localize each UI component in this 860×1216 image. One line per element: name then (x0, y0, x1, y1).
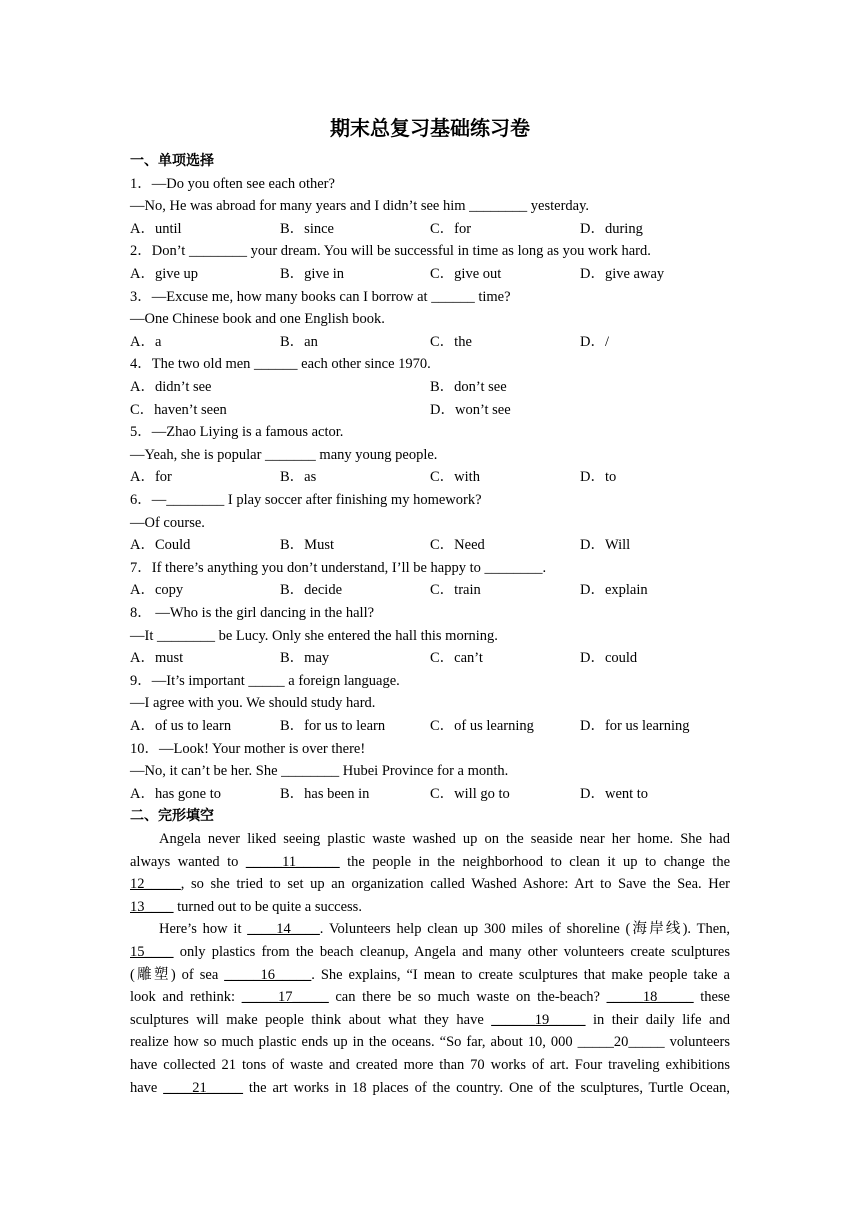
option: D．/ (580, 333, 609, 350)
blank[interactable]: ____21_____ (163, 1079, 243, 1096)
paragraph-line (130, 986, 730, 1009)
option: C．give out (430, 266, 502, 282)
option: B．since (280, 220, 334, 237)
question-text: 6．—________ I play soccer after finishing my homework? (130, 492, 482, 508)
option: C．of us learning (430, 718, 534, 734)
option: A．didn’t see (130, 379, 212, 395)
question-text: —No, it can’t be her. She ________ Hubei Province for a month. (130, 763, 509, 780)
blank[interactable]: _____11______ (245, 853, 340, 870)
paragraph-line (130, 873, 730, 896)
option: D．Will (580, 537, 631, 554)
text-segment: sculptures will make people think about what they have (130, 1011, 492, 1028)
cloze-paragraph-2 (130, 918, 730, 1099)
paragraph-line (130, 851, 730, 874)
paragraph-line: Angela never liked seeing plastic waste washed up on the seaside near her home. She had (159, 831, 730, 847)
cloze-paragraph-1 (130, 828, 730, 918)
text-segment: turned out to be quite a success. (173, 898, 362, 915)
text-segment: , so she tried to set up an organization called Washed Ashore: Art to Save the Sea. Her (180, 876, 730, 893)
question-text: 7．If there’s anything you don’t understand, I’ll be happy to ________. (130, 559, 547, 576)
question-text: 10．—Look! Your mother is over there! (130, 740, 366, 757)
option: B．decide (280, 582, 343, 599)
option: B．may (280, 650, 330, 667)
section-heading-cloze: 二、完形填空 (130, 808, 214, 825)
text-segment: in their daily life and (585, 1011, 730, 1028)
option: B．an (280, 333, 318, 350)
option: C．the (430, 333, 472, 350)
option: A．give up (130, 266, 199, 282)
blank[interactable]: _____16_____ (224, 966, 312, 983)
blank[interactable]: 12_____ (130, 876, 181, 893)
option: B．as (280, 469, 317, 486)
paragraph-line: realize how so much plastic ends up in the oceans. “So far, about 10, 000 _____20_____ volunteers (130, 1034, 730, 1051)
paragraph-line: have collected 21 tons of waste and created more than 70 works of art. Four traveling exhibitions (130, 1056, 730, 1073)
text-segment: these (693, 989, 730, 1006)
question-text: —No, He was abroad for many years and I didn’t see him ________ yesterday. (130, 198, 590, 215)
text-segment: the people in the neighborhood to clean it up to change the (339, 853, 731, 870)
option: D．give away (580, 266, 665, 282)
question-text: 3．—Excuse me, how many books can I borrow at ______ time? (130, 288, 511, 305)
blank[interactable]: ______19_____ (491, 1011, 586, 1028)
option: B．for us to learn (280, 718, 386, 734)
text-segment: Here’s how it (159, 921, 248, 938)
question-text: 1．—Do you often see each other? (130, 175, 335, 192)
question-text: —Yeah, she is popular _______ many young people. (130, 446, 438, 463)
option: A．must (130, 650, 184, 667)
blank[interactable]: 15____ (130, 943, 174, 960)
text-segment: (雕塑) of sea (130, 966, 225, 983)
option: C．haven’t seen (130, 401, 227, 418)
paragraph-line (130, 1077, 730, 1100)
paragraph-line (130, 1009, 730, 1032)
paragraph-line (130, 918, 730, 941)
page-title: 期末总复习基础练习卷 (330, 116, 530, 140)
option: A．a (130, 333, 162, 350)
option: A．has gone to (130, 785, 222, 802)
question-text: —Of course. (130, 514, 205, 531)
section-heading-single-choice: 一、单项选择 (130, 153, 214, 169)
paragraph-line (130, 896, 730, 919)
question-text: 5．—Zhao Liying is a famous actor. (130, 424, 344, 441)
option: A．for (130, 469, 172, 486)
option: D．could (580, 650, 638, 667)
option: D．won’t see (430, 401, 511, 418)
question-text: 9．—It’s important _____ a foreign language. (130, 672, 400, 689)
option: C．train (430, 582, 481, 599)
text-segment: can there be so much waste on the-beach? (328, 989, 607, 1006)
option: C．with (430, 469, 480, 486)
text-segment: . Volunteers help clean up 300 miles of shoreline (海岸线). Then, (319, 921, 730, 938)
option: B．give in (280, 266, 345, 282)
text-segment: look and rethink: (130, 989, 242, 1006)
question-text: —One Chinese book and one English book. (130, 311, 385, 328)
paragraph-line (130, 941, 730, 964)
option: B．Must (280, 537, 334, 554)
option: C．can’t (430, 650, 483, 667)
option: D．explain (580, 582, 648, 599)
paragraph-line (130, 964, 730, 987)
question-text: —I agree with you. We should study hard. (130, 695, 376, 712)
blank[interactable]: _____17_____ (241, 989, 329, 1006)
text-segment: . She explains, “I mean to create sculptures that make people take a (311, 966, 730, 983)
option: C．for (430, 220, 472, 237)
option: A．until (130, 220, 182, 237)
option: A．copy (130, 582, 184, 599)
text-segment: only plastics from the beach cleanup, Angela and many other volunteers create sculptures (173, 943, 730, 960)
blank[interactable]: 13____ (130, 898, 174, 915)
option: C．will go to (430, 785, 510, 802)
option: B．has been in (280, 785, 370, 802)
option: D．for us learning (580, 718, 690, 734)
option: B．don’t see (430, 379, 507, 395)
option: A．of us to learn (130, 718, 232, 734)
blank[interactable]: _____18_____ (606, 989, 694, 1006)
question-text: 2．Don’t ________ your dream. You will be successful in time as long as you work hard. (130, 243, 651, 260)
question-text: 8． —Who is the girl dancing in the hall? (130, 605, 375, 621)
text-segment: have (130, 1079, 164, 1096)
question-text: 4．The two old men ______ each other since 1970. (130, 356, 431, 373)
option: A．Could (130, 537, 191, 554)
option: D．during (580, 220, 643, 237)
text-segment: the art works in 18 places of the country. One of the sculptures, Turtle Ocean, (243, 1079, 731, 1096)
text-segment: always wanted to (130, 853, 246, 870)
option: D．went to (580, 785, 649, 802)
blank[interactable]: ____14____ (247, 921, 320, 938)
option: D．to (580, 469, 617, 486)
question-text: —It ________ be Lucy. Only she entered the hall this morning. (130, 627, 498, 644)
option: C．Need (430, 537, 485, 554)
